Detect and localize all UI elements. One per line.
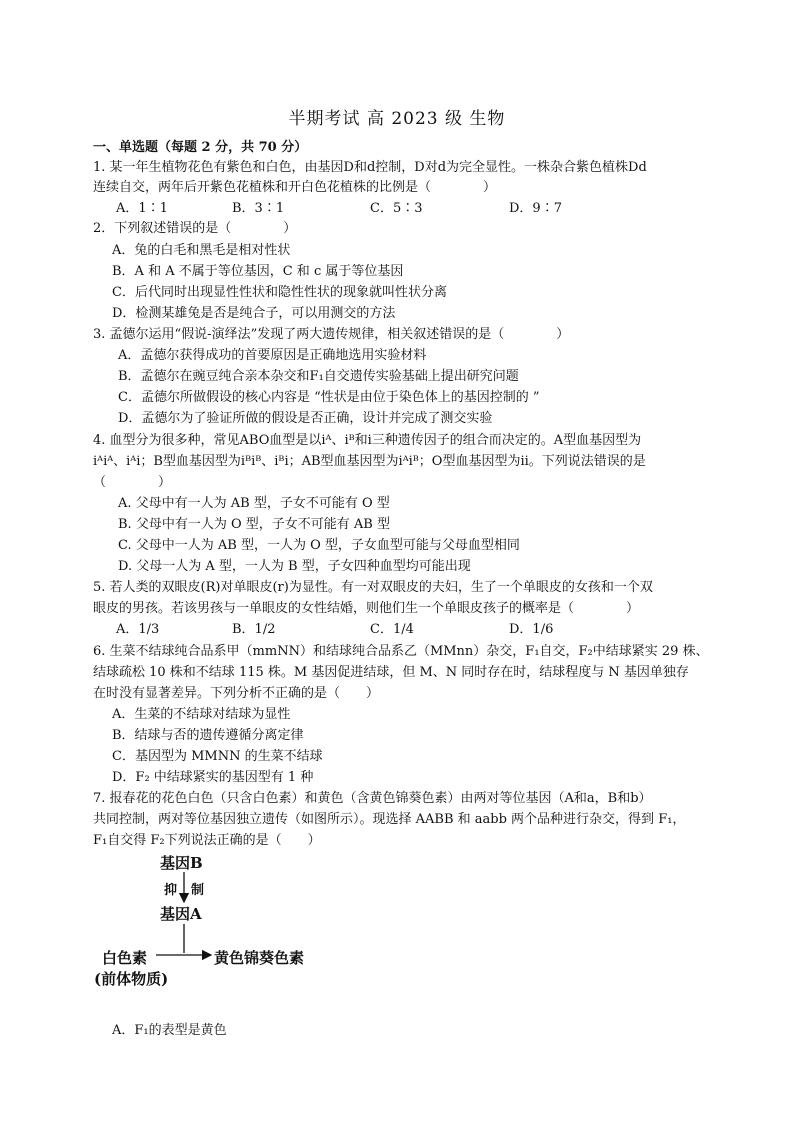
q6-option-c: C．基因型为 MMNN 的生菜不结球	[112, 749, 323, 764]
q3-stem: 3. 孟德尔运用“假说-演绎法”发现了两大遗传规律，相关叙述错误的是（ ）	[93, 327, 570, 342]
inhibit-char-2: 制	[191, 883, 205, 898]
q7-stem-line3: F₁自交得 F₂下列说法正确的是（ ）	[93, 833, 321, 848]
white-pigment-label: 白色素	[102, 949, 148, 967]
q4-option-c: C. 父母中一人为 AB 型，一人为 O 型，子女血型可能与父母血型相同	[118, 538, 520, 553]
q7-stem-line2: 共同控制，两对等位基因独立遗传（如图所示）。现选择 AABB 和 aabb 两个品种进行杂交，得到 F₁，	[93, 812, 686, 827]
exam-title: 半期考试 高 2023 级 生物	[288, 109, 506, 129]
q6-option-a: A．生菜的不结球对结球为显性	[112, 707, 291, 722]
q5-option-c: C．1/4	[370, 622, 414, 637]
q6-option-b: B．结球与否的遗传遵循分离定律	[112, 728, 304, 743]
q2-stem: 2．下列叙述错误的是（ ）	[93, 221, 297, 236]
q4-option-b: B. 父母中有一人为 O 型，子女不可能有 AB 型	[118, 517, 390, 532]
q3-option-d: D．孟德尔为了验证所做的假设是否正确，设计并完成了测交实验	[118, 411, 493, 426]
q5-stem-line2: 眼皮的男孩。若该男孩与一单眼皮的女性结婚，则他们生一个单眼皮孩子的概率是（ ）	[93, 601, 640, 616]
gene-a-label: 基因A	[160, 905, 202, 923]
q3-option-a: A．孟德尔获得成功的首要原因是正确地选用实验材料	[118, 348, 427, 363]
q1-option-b: B．3∶1	[232, 201, 285, 216]
q3-option-b: B．孟德尔在豌豆纯合亲本杂交和F₁自交遗传实验基础上提出研究问题	[118, 369, 519, 384]
gene-b-label: 基因B	[160, 854, 203, 872]
q1-option-d: D．9∶7	[509, 201, 562, 216]
pathway-arrows	[94, 852, 334, 1012]
q1-options	[0, 200, 794, 218]
q6-stem-line1: 6. 生菜不结球纯合品系甲（mmNN）和结球纯合品系乙（MMnn）杂交，F₁自交，F₂中结球紧实 29 株、	[93, 644, 709, 659]
yellow-pigment-label: 黄色锦葵色素	[214, 949, 305, 967]
q1-option-c: C．5∶3	[370, 201, 423, 216]
q3-option-c: C．孟德尔所做假设的核心内容是 “性状是由位于染色体上的基因控制的 ”	[118, 390, 540, 405]
q2-option-c: C．后代同时出现显性性状和隐性性状的现象就叫性状分离	[112, 285, 447, 300]
q1-stem-line2: 连续自交，两年后开紫色花植株和开白色花植株的比例是（ ）	[93, 180, 497, 195]
q4-stem-line1: 4. 血型分为很多种，常见ABO血型是以iᴬ、iᴮ和i三种遗传因子的组合而决定的。A型血基因型为	[93, 433, 642, 448]
q1-stem-line1: 1. 某一年生植物花色有紫色和白色，由基因D和d控制，D对d为完全显性。一株杂合紫色植株Dd	[93, 160, 647, 175]
q5-stem-line1: 5. 若人类的双眼皮(R)对单眼皮(r)为显性。有一对双眼皮的夫妇，生了一个单眼皮的女孩和一个双	[93, 580, 653, 595]
precursor-label: (前体物质)	[94, 970, 169, 988]
q5-option-b: B．1/2	[232, 622, 276, 637]
q5-option-d: D．1/6	[509, 622, 554, 637]
q4-option-a: A. 父母中有一人为 AB 型，子女不可能有 O 型	[118, 496, 390, 511]
q4-stem-line2: iᴬiᴬ、iᴬi；B型血基因型为iᴮiᴮ、iᴮi；AB型血基因型为iᴬiᴮ；O型血基因型为ii。下列说法错误的是	[93, 454, 646, 469]
q6-option-d: D．F₂ 中结球紧实的基因型有 1 种	[112, 770, 314, 785]
q5-options	[0, 621, 794, 639]
pigment-pathway-diagram	[94, 852, 334, 1012]
q1-option-a: A．1∶1	[116, 201, 168, 216]
q2-option-a: A．兔的白毛和黑毛是相对性状	[112, 243, 291, 258]
q4-stem-line3: （ ）	[93, 475, 172, 490]
q2-option-d: D．检测某雄兔是否是纯合子，可以用测交的方法	[112, 306, 396, 321]
q6-stem-line3: 在时没有显著差异。下列分析不正确的是（ ）	[93, 686, 380, 701]
q5-option-a: A．1/3	[116, 622, 160, 637]
q2-option-b: B．A 和 A 不属于等位基因，C 和 c 属于等位基因	[112, 264, 404, 279]
q7-option-a: A．F₁的表型是黄色	[112, 1023, 227, 1038]
section-heading: 一、单选题（每题 2 分，共 70 分）	[93, 140, 308, 155]
inhibit-char-1: 抑	[164, 883, 178, 898]
q4-option-d: D. 父母一人为 A 型，一人为 B 型，子女四种血型均可能出现	[118, 559, 471, 574]
q7-stem-line1: 7. 报春花的花色白色（只含白色素）和黄色（含黄色锦葵色素）由两对等位基因（A和a，B和b）	[93, 791, 652, 806]
q6-stem-line2: 结球疏松 10 株和不结球 115 株。M 基因促进结球，但 M、N 同时存在时，结球程度与 N 基因单独存	[93, 665, 689, 680]
